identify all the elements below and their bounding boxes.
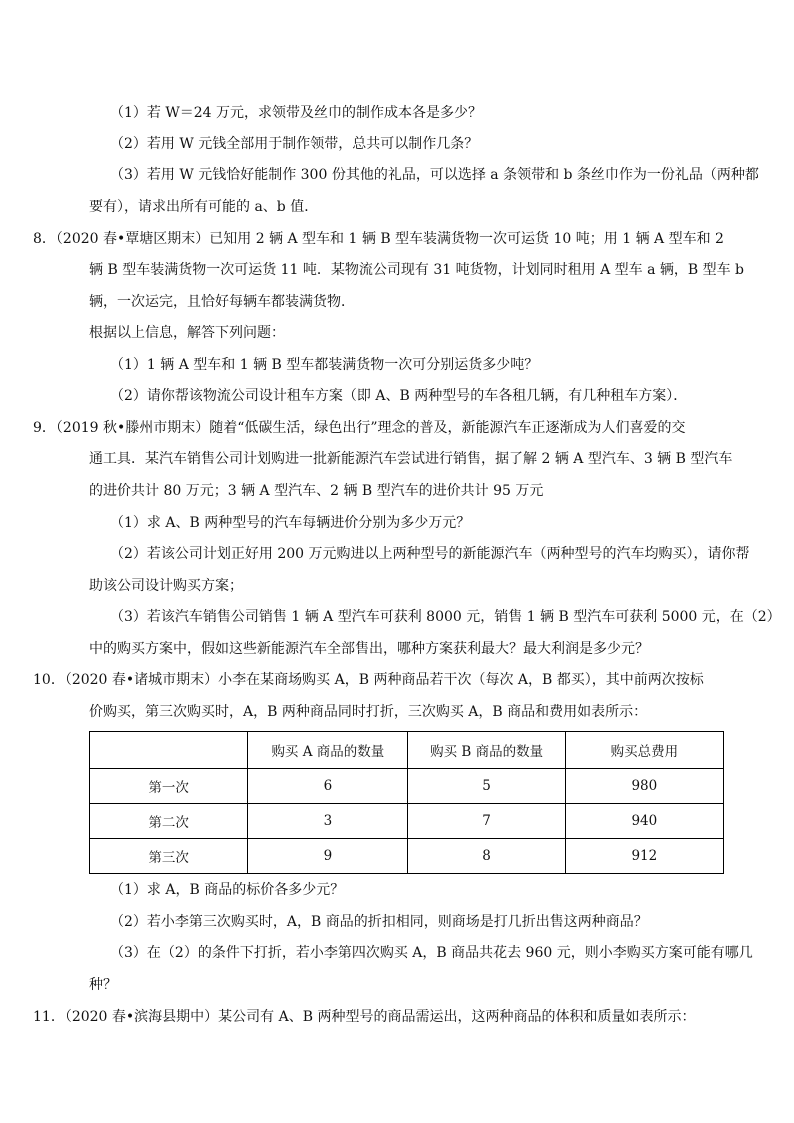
table-cell: 第一次 (90, 769, 248, 804)
table-cell: 8 (408, 839, 565, 874)
table-cell: 7 (408, 804, 565, 839)
table-cell: 3 (248, 804, 408, 839)
q8-instruction: 根据以上信息，解答下列问题： (89, 325, 285, 341)
q11-line1: 11．（2020 春•滨海县期中）某公司有 A、B 两种型号的商品需运出，这两种商品的体积和质量如表所示： (33, 1009, 696, 1025)
q10-line2: 价购买，第三次购买时，A，B 两种商品同时打折，三次购买 A，B 商品和费用如表所示： (89, 704, 648, 720)
q8-line3: 辆，一次运完，且恰好每辆车都装满货物． (89, 294, 355, 310)
q9-line1: 9．（2019 秋•滕州市期末）随着“低碳生活，绿色出行”理念的普及，新能源汽车正逐渐成为人们喜爱的交 (33, 420, 686, 436)
q7-part2: （2）若用 W 元钱全部用于制作领带，总共可以制作几条？ (110, 136, 479, 152)
q10-part2: （2）若小李第三次购买时，A，B 商品的折扣相同，则商场是打几折出售这两种商品？ (110, 914, 648, 930)
table-cell: 6 (248, 769, 408, 804)
table-row (90, 804, 724, 839)
table-row (90, 769, 724, 804)
table-cell: 9 (248, 839, 408, 874)
table-header-cell: 购买 B 商品的数量 (408, 732, 565, 769)
q9-line3: 的进价共计 80 万元；3 辆 A 型汽车、2 辆 B 型汽车的进价共计 95 万元 (89, 483, 544, 499)
q8-line1: 8．（2020 春•覃塘区期末）已知用 2 辆 A 型车和 1 辆 B 型车装满货物一次可运货 10 吨；用 1 辆 A 型车和 2 (33, 231, 724, 247)
table-header-cell (90, 732, 248, 769)
table-cell: 912 (565, 839, 723, 874)
q8-line2: 辆 B 型车装满货物一次可运货 11 吨．某物流公司现有 31 吨货物，计划同时租用 A 型车 a 辆，B 型车 b (89, 262, 745, 278)
q9-part2-line2: 助该公司设计购买方案； (89, 578, 243, 594)
q10-line1: 10．（2020 春•诸城市期末）小李在某商场购买 A，B 两种商品若干次（每次 A，B 都买），其中前两次按标 (33, 672, 704, 688)
q9-part1: （1）求 A、B 两种型号的汽车每辆进价分别为多少万元？ (110, 515, 471, 531)
q10-part3-line1: （3）在（2）的条件下打折，若小李第四次购买 A，B 商品共花去 960 元，则小李购买方案可能有哪几 (110, 945, 753, 961)
q7-part3-line1: （3）若用 W 元钱恰好能制作 300 份其他的礼品，可以选择 a 条领带和 b 条丝巾作为一份礼品（两种都 (110, 167, 759, 183)
table-cell: 第二次 (90, 804, 248, 839)
q8-part1: （1）1 辆 A 型车和 1 辆 B 型车都装满货物一次可分别运货多少吨？ (110, 357, 539, 373)
q9-line2: 通工具．某汽车销售公司计划购进一批新能源汽车尝试进行销售，据了解 2 辆 A 型汽车、3 辆 B 型汽车 (89, 451, 733, 467)
table-header-row (90, 732, 724, 769)
purchase-table (89, 731, 724, 874)
table-cell: 980 (565, 769, 723, 804)
table-header-cell: 购买 A 商品的数量 (248, 732, 408, 769)
table-cell: 第三次 (90, 839, 248, 874)
q7-part1: （1）若 W＝24 万元，求领带及丝巾的制作成本各是多少？ (110, 105, 483, 121)
table-cell: 5 (408, 769, 565, 804)
q9-part3-line1: （3）若该汽车销售公司销售 1 辆 A 型汽车可获利 8000 元，销售 1 辆 B 型汽车可获利 5000 元，在（2） (110, 609, 781, 625)
table-header-cell: 购买总费用 (565, 732, 723, 769)
q9-part2-line1: （2）若该公司计划正好用 200 万元购进以上两种型号的新能源汽车（两种型号的汽车均购买），请你帮 (110, 546, 750, 562)
q10-part3-line2: 种？ (89, 977, 117, 993)
table-row (90, 839, 724, 874)
q8-part2: （2）请你帮该物流公司设计租车方案（即 A、B 两种型号的车各租几辆，有几种租车方案）． (110, 388, 688, 404)
q9-part3-line2: 中的购买方案中，假如这些新能源汽车全部售出，哪种方案获利最大？最大利润是多少元？ (89, 641, 649, 657)
q10-part1: （1）求 A，B 商品的标价各多少元？ (110, 882, 345, 898)
q7-part3-line2: 要有），请求出所有可能的 a、b 值． (89, 199, 319, 215)
table-cell: 940 (565, 804, 723, 839)
